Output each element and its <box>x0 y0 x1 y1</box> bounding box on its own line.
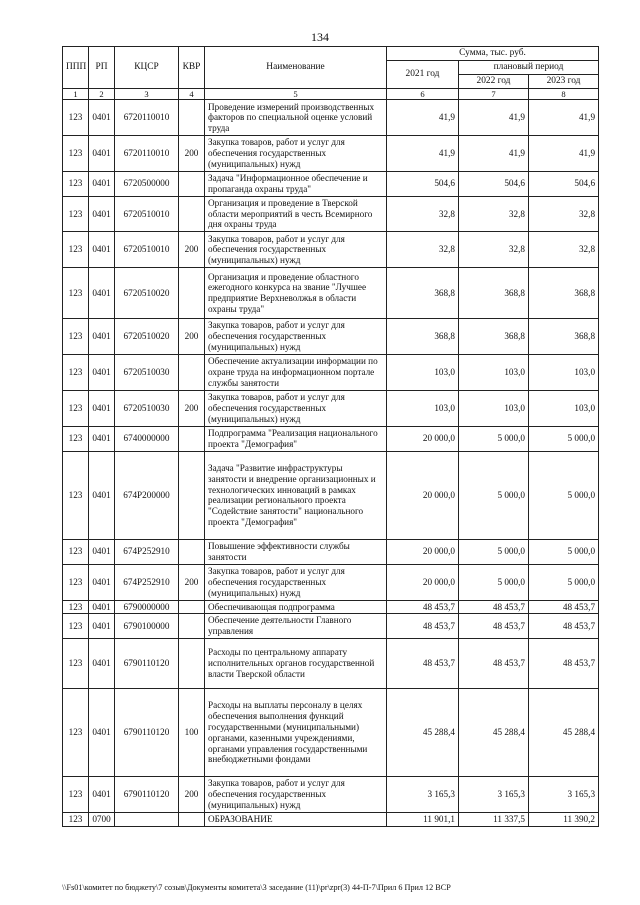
cell-name: Закупка товаров, работ и услуг для обеспечения государственных (муниципальных) нужд <box>205 564 387 600</box>
cell-kvr <box>179 639 205 689</box>
cell-ppp: 123 <box>63 451 89 539</box>
table-body <box>63 100 599 826</box>
cell-value-2023: 5 000,0 <box>529 451 599 539</box>
cell-value-2022: 5 000,0 <box>459 451 529 539</box>
column-number: 6 <box>387 89 459 100</box>
cell-value-2023: 103,0 <box>529 354 599 390</box>
column-number: 8 <box>529 89 599 100</box>
cell-name: Обеспечение деятельности Главного управления <box>205 614 387 639</box>
cell-value-2021: 11 901,1 <box>387 812 459 826</box>
cell-value-2023: 3 165,3 <box>529 777 599 813</box>
cell-ppp: 123 <box>63 689 89 777</box>
cell-value-2022: 41,9 <box>459 136 529 172</box>
cell-value-2021: 103,0 <box>387 354 459 390</box>
cell-rp: 0401 <box>89 614 115 639</box>
cell-value-2021: 41,9 <box>387 136 459 172</box>
cell-rp: 0401 <box>89 172 115 197</box>
cell-value-2021: 103,0 <box>387 390 459 426</box>
header-year-2021: 2021 год <box>387 61 459 89</box>
header-planned-period: плановый период <box>459 61 599 75</box>
cell-rp: 0401 <box>89 539 115 564</box>
cell-kvr: 200 <box>179 564 205 600</box>
cell-kvr <box>179 354 205 390</box>
cell-value-2023: 48 453,7 <box>529 600 599 614</box>
table-row <box>63 100 599 136</box>
header-kcsr: КЦСР <box>115 47 179 89</box>
cell-name: Закупка товаров, работ и услуг для обеспечения государственных (муниципальных) нужд <box>205 319 387 355</box>
table-row <box>63 172 599 197</box>
cell-value-2022: 5 000,0 <box>459 564 529 600</box>
cell-kcsr: 6720510030 <box>115 390 179 426</box>
cell-value-2021: 20 000,0 <box>387 451 459 539</box>
cell-kcsr: 6720510010 <box>115 196 179 232</box>
cell-rp: 0401 <box>89 689 115 777</box>
cell-ppp: 123 <box>63 100 89 136</box>
cell-kvr <box>179 812 205 826</box>
cell-kvr <box>179 172 205 197</box>
cell-value-2022: 45 288,4 <box>459 689 529 777</box>
cell-kvr <box>179 539 205 564</box>
cell-value-2023: 41,9 <box>529 136 599 172</box>
cell-ppp: 123 <box>63 354 89 390</box>
cell-ppp: 123 <box>63 390 89 426</box>
cell-value-2023: 48 453,7 <box>529 639 599 689</box>
cell-ppp: 123 <box>63 426 89 451</box>
cell-value-2021: 20 000,0 <box>387 564 459 600</box>
cell-kcsr: 6790100000 <box>115 614 179 639</box>
cell-ppp: 123 <box>63 172 89 197</box>
cell-kcsr: 6790000000 <box>115 600 179 614</box>
cell-value-2023: 32,8 <box>529 232 599 268</box>
column-number: 1 <box>63 89 89 100</box>
cell-value-2021: 48 453,7 <box>387 614 459 639</box>
cell-value-2021: 20 000,0 <box>387 426 459 451</box>
cell-kcsr: 6720510020 <box>115 319 179 355</box>
cell-ppp: 123 <box>63 268 89 319</box>
table-row <box>63 232 599 268</box>
cell-value-2022: 48 453,7 <box>459 614 529 639</box>
table-row <box>63 614 599 639</box>
cell-kcsr: 6720510030 <box>115 354 179 390</box>
cell-name: Повышение эффективности службы занятости <box>205 539 387 564</box>
table-row <box>63 812 599 826</box>
cell-name: Задача "Развитие инфраструктуры занятости и внедрение организационных и технологических инноваций в рамках реализации регионального проекта "Содействие занятости" национального проекта "Демография" <box>205 451 387 539</box>
cell-value-2022: 103,0 <box>459 390 529 426</box>
cell-value-2023: 11 390,2 <box>529 812 599 826</box>
cell-value-2023: 504,6 <box>529 172 599 197</box>
cell-value-2023: 5 000,0 <box>529 564 599 600</box>
header-year-2022: 2022 год <box>459 75 529 89</box>
cell-name: Проведение измерений производственных факторов по специальной оценке условий труда <box>205 100 387 136</box>
cell-value-2023: 45 288,4 <box>529 689 599 777</box>
cell-value-2022: 103,0 <box>459 354 529 390</box>
cell-ppp: 123 <box>63 600 89 614</box>
cell-value-2022: 41,9 <box>459 100 529 136</box>
cell-value-2021: 504,6 <box>387 172 459 197</box>
cell-rp: 0401 <box>89 136 115 172</box>
cell-rp: 0401 <box>89 390 115 426</box>
cell-value-2022: 32,8 <box>459 232 529 268</box>
cell-name: Подпрограмма "Реализация национального проекта "Демография" <box>205 426 387 451</box>
cell-rp: 0401 <box>89 426 115 451</box>
table-row <box>63 196 599 232</box>
column-number: 3 <box>115 89 179 100</box>
cell-rp: 0401 <box>89 600 115 614</box>
cell-value-2021: 32,8 <box>387 232 459 268</box>
table-row <box>63 777 599 813</box>
header-sum: Сумма, тыс. руб. <box>387 47 599 61</box>
page-number: 134 <box>311 30 329 44</box>
table-row <box>63 136 599 172</box>
header-rp: РП <box>89 47 115 89</box>
cell-kcsr <box>115 812 179 826</box>
cell-rp: 0401 <box>89 196 115 232</box>
cell-value-2021: 368,8 <box>387 268 459 319</box>
cell-ppp: 123 <box>63 539 89 564</box>
cell-kvr: 100 <box>179 689 205 777</box>
column-number: 5 <box>205 89 387 100</box>
cell-ppp: 123 <box>63 614 89 639</box>
cell-value-2023: 5 000,0 <box>529 539 599 564</box>
cell-ppp: 123 <box>63 564 89 600</box>
cell-rp: 0401 <box>89 451 115 539</box>
table-row <box>63 426 599 451</box>
header-name: Наименование <box>205 47 387 89</box>
cell-ppp: 123 <box>63 196 89 232</box>
cell-value-2022: 368,8 <box>459 319 529 355</box>
cell-kvr: 200 <box>179 390 205 426</box>
cell-value-2022: 5 000,0 <box>459 426 529 451</box>
cell-name: ОБРАЗОВАНИЕ <box>205 812 387 826</box>
table-row <box>63 639 599 689</box>
cell-rp: 0700 <box>89 812 115 826</box>
cell-value-2022: 504,6 <box>459 172 529 197</box>
cell-kcsr: 6790110120 <box>115 689 179 777</box>
table-row <box>63 600 599 614</box>
cell-value-2023: 368,8 <box>529 268 599 319</box>
table-header <box>63 47 599 100</box>
cell-ppp: 123 <box>63 136 89 172</box>
cell-kvr <box>179 426 205 451</box>
cell-rp: 0401 <box>89 319 115 355</box>
cell-name: Закупка товаров, работ и услуг для обеспечения государственных (муниципальных) нужд <box>205 777 387 813</box>
cell-ppp: 123 <box>63 777 89 813</box>
cell-kvr: 200 <box>179 136 205 172</box>
cell-rp: 0401 <box>89 268 115 319</box>
cell-value-2021: 20 000,0 <box>387 539 459 564</box>
budget-table <box>62 46 599 827</box>
cell-value-2023: 368,8 <box>529 319 599 355</box>
cell-rp: 0401 <box>89 564 115 600</box>
cell-name: Обеспечение актуализации информации по охране труда на информационном портале службы занятости <box>205 354 387 390</box>
cell-value-2022: 11 337,5 <box>459 812 529 826</box>
table-row <box>63 564 599 600</box>
column-number: 4 <box>179 89 205 100</box>
cell-kvr <box>179 196 205 232</box>
column-numbers-row <box>63 89 599 100</box>
cell-kcsr: 6790110120 <box>115 777 179 813</box>
cell-value-2022: 3 165,3 <box>459 777 529 813</box>
cell-value-2021: 32,8 <box>387 196 459 232</box>
cell-name: Обеспечивающая подпрограмма <box>205 600 387 614</box>
table-row <box>63 451 599 539</box>
cell-value-2022: 5 000,0 <box>459 539 529 564</box>
file-path-footer: \\Fs01\комитет по бюджету\7 созыв\Документы комитета\3 заседание (11)\pr\zpr(3) 44-П-7\Прил 6 Прил 12 ВСР <box>62 883 451 892</box>
cell-value-2023: 5 000,0 <box>529 426 599 451</box>
cell-ppp: 123 <box>63 639 89 689</box>
cell-kcsr: 674P200000 <box>115 451 179 539</box>
table-row <box>63 354 599 390</box>
cell-kvr: 200 <box>179 777 205 813</box>
cell-kvr <box>179 268 205 319</box>
cell-name: Закупка товаров, работ и услуг для обеспечения государственных (муниципальных) нужд <box>205 232 387 268</box>
cell-ppp: 123 <box>63 812 89 826</box>
cell-kcsr: 6720510010 <box>115 232 179 268</box>
cell-kvr <box>179 614 205 639</box>
header-kvr: КВР <box>179 47 205 89</box>
table-row <box>63 689 599 777</box>
cell-kvr <box>179 600 205 614</box>
cell-value-2022: 48 453,7 <box>459 639 529 689</box>
cell-kcsr: 6720110010 <box>115 100 179 136</box>
cell-kcsr: 6720110010 <box>115 136 179 172</box>
cell-name: Организация и проведение областного ежегодного конкурса на звание "Лучшее предприятие Верхневолжья в области охраны труда" <box>205 268 387 319</box>
cell-kvr <box>179 451 205 539</box>
cell-kcsr: 6720500000 <box>115 172 179 197</box>
cell-name: Расходы по центральному аппарату исполнительных органов государственной власти Тверской области <box>205 639 387 689</box>
cell-name: Задача "Информационное обеспечение и пропаганда охраны труда" <box>205 172 387 197</box>
table-row <box>63 390 599 426</box>
cell-kvr: 200 <box>179 232 205 268</box>
cell-name: Закупка товаров, работ и услуг для обеспечения государственных (муниципальных) нужд <box>205 390 387 426</box>
cell-ppp: 123 <box>63 319 89 355</box>
cell-kcsr: 6790110120 <box>115 639 179 689</box>
column-number: 7 <box>459 89 529 100</box>
cell-ppp: 123 <box>63 232 89 268</box>
cell-kcsr: 6720510020 <box>115 268 179 319</box>
cell-value-2023: 48 453,7 <box>529 614 599 639</box>
table-row <box>63 539 599 564</box>
cell-rp: 0401 <box>89 100 115 136</box>
cell-value-2023: 41,9 <box>529 100 599 136</box>
cell-value-2022: 32,8 <box>459 196 529 232</box>
cell-kcsr: 6740000000 <box>115 426 179 451</box>
cell-name: Закупка товаров, работ и услуг для обеспечения государственных (муниципальных) нужд <box>205 136 387 172</box>
cell-name: Организация и проведение в Тверской области мероприятий в честь Всемирного дня охраны труда <box>205 196 387 232</box>
cell-value-2021: 368,8 <box>387 319 459 355</box>
cell-value-2022: 48 453,7 <box>459 600 529 614</box>
cell-value-2023: 32,8 <box>529 196 599 232</box>
cell-value-2021: 3 165,3 <box>387 777 459 813</box>
cell-value-2021: 48 453,7 <box>387 600 459 614</box>
cell-kcsr: 674P252910 <box>115 539 179 564</box>
header-year-2023: 2023 год <box>529 75 599 89</box>
cell-value-2021: 45 288,4 <box>387 689 459 777</box>
cell-kvr: 200 <box>179 319 205 355</box>
table-row <box>63 319 599 355</box>
cell-rp: 0401 <box>89 777 115 813</box>
cell-value-2022: 368,8 <box>459 268 529 319</box>
cell-value-2021: 41,9 <box>387 100 459 136</box>
column-number: 2 <box>89 89 115 100</box>
cell-rp: 0401 <box>89 232 115 268</box>
cell-name: Расходы на выплаты персоналу в целях обеспечения выполнения функций государственными (муниципальными) органами, казенными учреждениями, органами управления государственными внебюджетными фондами <box>205 689 387 777</box>
cell-rp: 0401 <box>89 639 115 689</box>
cell-kvr <box>179 100 205 136</box>
cell-kcsr: 674P252910 <box>115 564 179 600</box>
table-row <box>63 268 599 319</box>
cell-value-2023: 103,0 <box>529 390 599 426</box>
cell-rp: 0401 <box>89 354 115 390</box>
cell-value-2021: 48 453,7 <box>387 639 459 689</box>
header-ppp: ППП <box>63 47 89 89</box>
